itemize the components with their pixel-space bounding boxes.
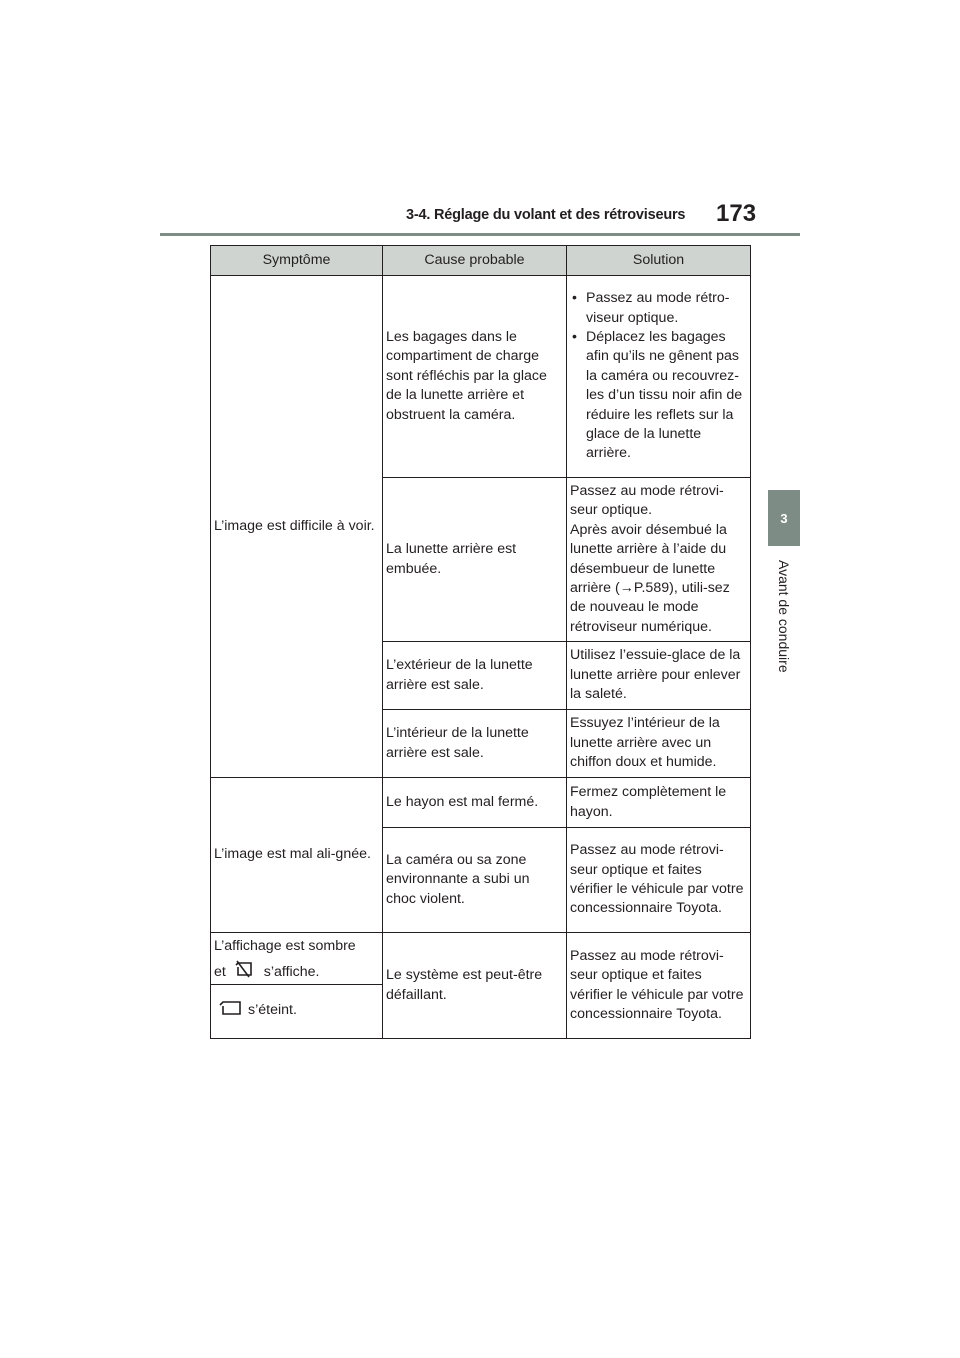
- column-header-cause: Cause probable: [383, 246, 567, 276]
- symptom-cell: L’image est mal ali-gnée.: [211, 778, 383, 933]
- list-item: • Déplacez les bagages afin qu’ils ne gênent pas la caméra ou recouvrez-les d’un tissu noir afin de réduire les reflets sur la glace de la lunette arrière.: [570, 328, 747, 464]
- symptom-line-icon: [214, 960, 379, 984]
- symptom-line: L’affichage est sombre: [214, 938, 356, 954]
- cause-cell: La caméra ou sa zone environnante a subi un choc violent.: [383, 828, 567, 933]
- cause-cell: Les bagages dans le compartiment de charge sont réfléchis par la glace de la lunette arrière et obstruent la caméra.: [383, 276, 567, 478]
- cause-cell: La lunette arrière est embuée.: [383, 478, 567, 642]
- table-header-row: [211, 246, 751, 276]
- cause-cell: Le système est peut-être défaillant.: [383, 933, 567, 1039]
- section-title: 3-4. Réglage du volant et des rétroviseurs: [406, 207, 686, 223]
- header-rule: [160, 233, 800, 236]
- troubleshooting-table: [210, 245, 751, 1039]
- symptom-display-dark: [211, 933, 382, 985]
- page-number: 173: [716, 200, 757, 227]
- table-row: [211, 276, 751, 478]
- mirror-icon: [218, 1000, 242, 1022]
- solution-list: [570, 289, 747, 464]
- symptom-suffix: s’affiche.: [263, 964, 320, 981]
- list-item: • Passez au mode rétro-viseur optique.: [570, 289, 747, 328]
- table-row: [211, 778, 751, 828]
- cause-cell: L’intérieur de la lunette arrière est sale.: [383, 710, 567, 778]
- cause-cell: L’extérieur de la lunette arrière est sale.: [383, 642, 567, 710]
- symptom-display-off: [211, 985, 382, 1037]
- chapter-title: Avant de conduire: [776, 560, 792, 673]
- solution-cell: Utilisez l’essuie-glace de la lunette arrière pour enlever la saleté.: [567, 642, 751, 710]
- symptom-suffix: s’éteint.: [248, 1002, 297, 1019]
- symptom-prefix: et: [214, 964, 226, 981]
- symptom-cell: [211, 933, 383, 1039]
- column-header-solution: Solution: [567, 246, 751, 276]
- column-header-symptom: Symptôme: [211, 246, 383, 276]
- cause-cell: Le hayon est mal fermé.: [383, 778, 567, 828]
- chapter-tab: [768, 490, 800, 546]
- table-row: [211, 933, 751, 1039]
- solution-cell: Passez au mode rétrovi-seur optique et faites vérifier le véhicule par votre concessionnaire Toyota.: [567, 933, 751, 1039]
- symptom-cell: L’image est difficile à voir.: [211, 276, 383, 778]
- solution-cell: Passez au mode rétrovi-seur optique et faites vérifier le véhicule par votre concessionnaire Toyota.: [567, 828, 751, 933]
- solution-cell: Essuyez l’intérieur de la lunette arrière avec un chiffon doux et humide.: [567, 710, 751, 778]
- chapter-number: 3: [780, 510, 788, 526]
- mirror-off-icon: [234, 960, 254, 984]
- solution-cell: Fermez complètement le hayon.: [567, 778, 751, 828]
- solution-cell: [567, 276, 751, 478]
- solution-cell: Passez au mode rétrovi-seur optique. Après avoir désembué la lunette arrière à l’aide du désembueur de lunette arrière (→P.589), utili-sez de nouveau le mode rétroviseur numérique.: [567, 478, 751, 642]
